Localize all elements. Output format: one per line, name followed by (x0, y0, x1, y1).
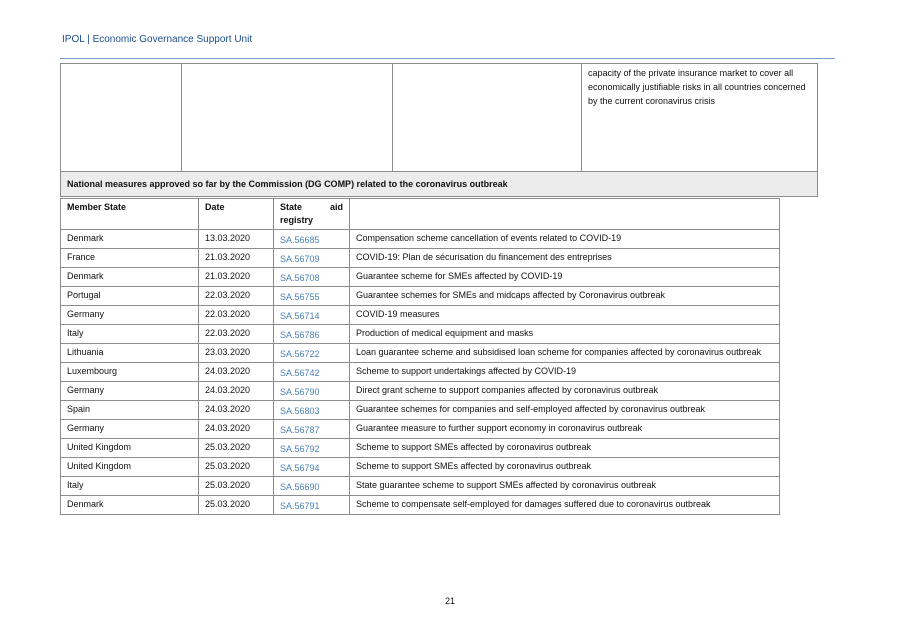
description-cell: Guarantee schemes for SMEs and midcaps affected by Coronavirus outbreak (350, 287, 780, 306)
table-header-row (61, 199, 780, 230)
date-cell: 21.03.2020 (199, 268, 274, 287)
table-row (61, 268, 780, 287)
description-cell: COVID-19: Plan de sécurisation du financement des entreprises (350, 249, 780, 268)
description-cell: Compensation scheme cancellation of events related to COVID-19 (350, 230, 780, 249)
date-cell: 24.03.2020 (199, 420, 274, 439)
empty-cell (61, 64, 182, 173)
table-row (61, 325, 780, 344)
description-cell: Scheme to support SMEs affected by coronavirus outbreak (350, 439, 780, 458)
column-header-member-state: Member State (61, 199, 199, 230)
description-cell: COVID-19 measures (350, 306, 780, 325)
date-cell: 22.03.2020 (199, 287, 274, 306)
date-cell: 22.03.2020 (199, 325, 274, 344)
table-row (61, 306, 780, 325)
table-row (61, 249, 780, 268)
member-state-cell: Luxembourg (61, 363, 199, 382)
description-cell: Loan guarantee scheme and subsidised loan scheme for companies affected by coronavirus outbreak (350, 344, 780, 363)
description-cell: Scheme to support SMEs affected by coronavirus outbreak (350, 458, 780, 477)
member-state-cell: Denmark (61, 496, 199, 515)
continued-text-cell: capacity of the private insurance market to cover all economically justifiable risks in all countries concerned by the current coronavirus crisis (582, 64, 818, 173)
table-row (61, 382, 780, 401)
registry-link[interactable]: SA.56786 (274, 325, 350, 344)
registry-link[interactable]: SA.56690 (274, 477, 350, 496)
date-cell: 24.03.2020 (199, 382, 274, 401)
description-cell: Production of medical equipment and masks (350, 325, 780, 344)
date-cell: 24.03.2020 (199, 363, 274, 382)
measures-table (60, 198, 780, 515)
date-cell: 25.03.2020 (199, 477, 274, 496)
member-state-cell: Spain (61, 401, 199, 420)
table-row (61, 458, 780, 477)
member-state-cell: United Kingdom (61, 458, 199, 477)
column-header-description (350, 199, 780, 230)
column-header-registry: State aid registry (274, 199, 350, 230)
column-header-date: Date (199, 199, 274, 230)
member-state-cell: France (61, 249, 199, 268)
description-cell: Scheme to support undertakings affected by COVID-19 (350, 363, 780, 382)
date-cell: 25.03.2020 (199, 439, 274, 458)
date-cell: 23.03.2020 (199, 344, 274, 363)
date-cell: 25.03.2020 (199, 496, 274, 515)
table-row (61, 439, 780, 458)
table-row (61, 230, 780, 249)
table-row (61, 401, 780, 420)
registry-link[interactable]: SA.56787 (274, 420, 350, 439)
description-cell: Direct grant scheme to support companies affected by coronavirus outbreak (350, 382, 780, 401)
registry-link[interactable]: SA.56792 (274, 439, 350, 458)
registry-link[interactable]: SA.56794 (274, 458, 350, 477)
date-cell: 13.03.2020 (199, 230, 274, 249)
description-cell: Guarantee scheme for SMEs affected by COVID-19 (350, 268, 780, 287)
member-state-cell: Germany (61, 306, 199, 325)
date-cell: 21.03.2020 (199, 249, 274, 268)
description-cell: Scheme to compensate self-employed for damages suffered due to coronavirus outbreak (350, 496, 780, 515)
table-row (61, 363, 780, 382)
member-state-cell: Lithuania (61, 344, 199, 363)
description-cell: Guarantee measure to further support economy in coronavirus outbreak (350, 420, 780, 439)
description-cell: State guarantee scheme to support SMEs affected by coronavirus outbreak (350, 477, 780, 496)
section-title: National measures approved so far by the Commission (DG COMP) related to the coronavirus outbreak (60, 171, 818, 197)
page-header: IPOL | Economic Governance Support Unit (62, 34, 253, 45)
table-row (61, 477, 780, 496)
empty-cell (182, 64, 393, 173)
description-cell: Guarantee schemes for companies and self-employed affected by coronavirus outbreak (350, 401, 780, 420)
table-row (61, 344, 780, 363)
table-row (61, 287, 780, 306)
member-state-cell: Denmark (61, 230, 199, 249)
table-row (61, 64, 818, 173)
member-state-cell: Portugal (61, 287, 199, 306)
registry-link[interactable]: SA.56685 (274, 230, 350, 249)
registry-link[interactable]: SA.56742 (274, 363, 350, 382)
registry-link[interactable]: SA.56755 (274, 287, 350, 306)
continued-table (60, 63, 818, 173)
date-cell: 24.03.2020 (199, 401, 274, 420)
table-row (61, 420, 780, 439)
member-state-cell: Italy (61, 325, 199, 344)
date-cell: 22.03.2020 (199, 306, 274, 325)
member-state-cell: Denmark (61, 268, 199, 287)
registry-link[interactable]: SA.56708 (274, 268, 350, 287)
page-number: 21 (444, 596, 455, 606)
header-divider (60, 58, 835, 59)
date-cell: 25.03.2020 (199, 458, 274, 477)
member-state-cell: United Kingdom (61, 439, 199, 458)
registry-link[interactable]: SA.56790 (274, 382, 350, 401)
empty-cell (393, 64, 582, 173)
member-state-cell: Italy (61, 477, 199, 496)
registry-link[interactable]: SA.56722 (274, 344, 350, 363)
member-state-cell: Germany (61, 420, 199, 439)
registry-link[interactable]: SA.56714 (274, 306, 350, 325)
table-body (61, 230, 780, 515)
table-row (61, 496, 780, 515)
registry-link[interactable]: SA.56709 (274, 249, 350, 268)
member-state-cell: Germany (61, 382, 199, 401)
registry-link[interactable]: SA.56791 (274, 496, 350, 515)
registry-link[interactable]: SA.56803 (274, 401, 350, 420)
